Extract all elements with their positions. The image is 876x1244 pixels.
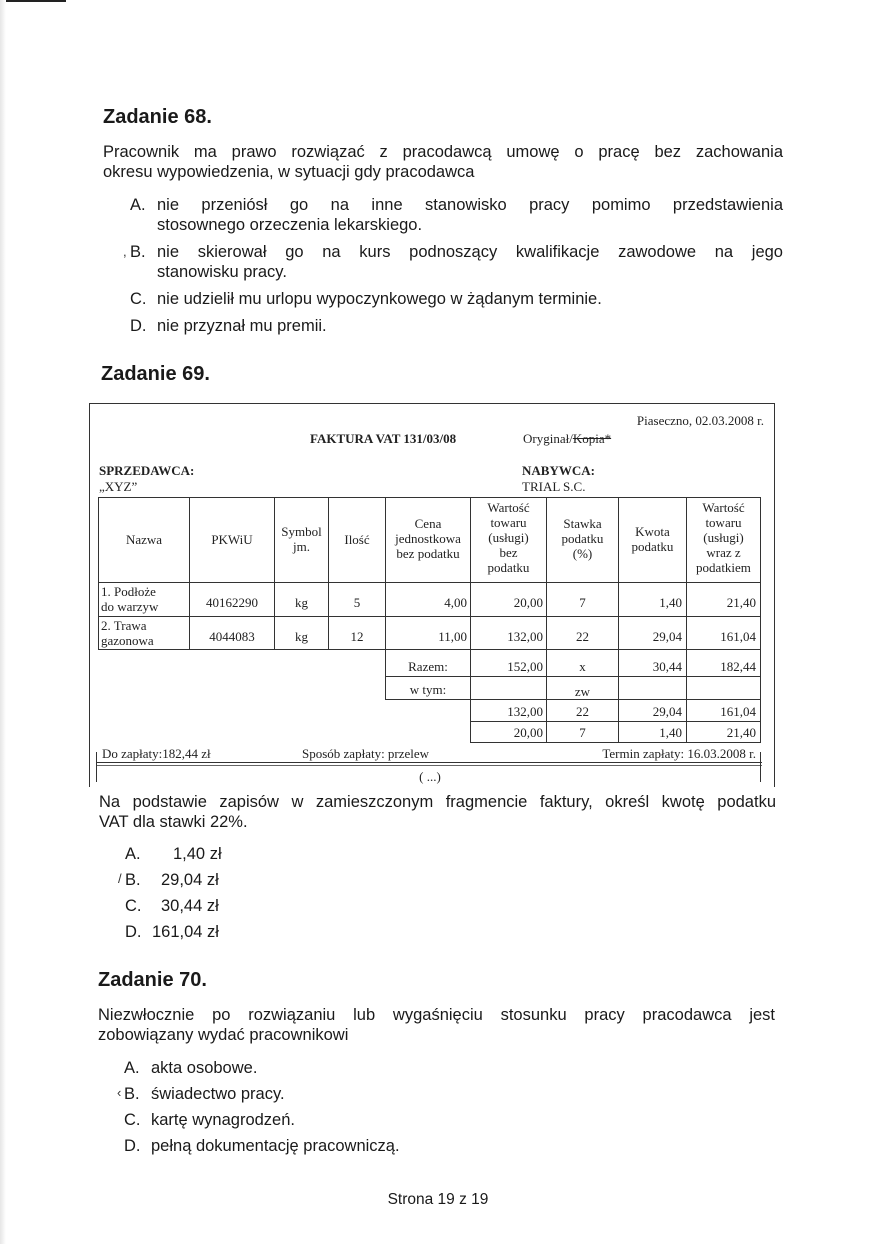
sub1-wartosc-z: 161,04	[720, 704, 756, 719]
col-header-kwota: Kwota podatku	[631, 524, 674, 554]
razem-kwota: 30,44	[652, 659, 682, 674]
q68-text-line1: Pracownik ma prawo rozwiązać z pracodawcą umowę o pracę bez zachowania	[103, 143, 783, 161]
invoice-place-date: Piaseczno, 02.03.2008 r.	[636, 413, 764, 428]
row2-wartosc-bez: 132,00	[507, 629, 543, 644]
scan-edge	[0, 0, 6, 1244]
q69-text-line2: VAT dla stawki 22%.	[99, 813, 248, 831]
q69-option-a-value: 1,40 zł	[173, 845, 222, 863]
q70-option-d-letter: D.	[124, 1137, 141, 1155]
row2-wartosc-z: 161,04	[720, 629, 756, 644]
col-header-wartosc-bez: Wartość towaru (usługi) bez podatku	[487, 500, 530, 575]
row2-stawka: 22	[576, 629, 589, 644]
row2-ilosc: 12	[350, 629, 364, 644]
q68-option-b-line2: stanowisku pracy.	[157, 263, 287, 281]
row1-pkwiu: 40162290	[206, 595, 258, 610]
row1-ilosc: 5	[353, 595, 361, 610]
col-header-nazwa: Nazwa	[125, 532, 163, 547]
q69-option-c-value: 30,44 zł	[161, 897, 219, 915]
row1-wartosc-z: 21,40	[726, 595, 756, 610]
q68-option-c-letter: C.	[130, 290, 147, 308]
q68-option-c-text: nie udzielił mu urlopu wypoczynkowego w żądanym terminie.	[157, 290, 602, 308]
answer-tick-mark: ,	[123, 244, 127, 259]
sub2-wartosc-bez: 20,00	[513, 725, 543, 740]
q69-option-c-letter: C.	[125, 897, 142, 915]
q70-option-a-letter: A.	[124, 1059, 140, 1077]
sub2-wartosc-z: 21,40	[726, 725, 756, 740]
invoice-title: FAKTURA VAT 131/03/08	[310, 431, 457, 446]
invoice	[89, 403, 775, 787]
q68-text-line2: okresu wypowiedzenia, w sytuacji gdy pracodawca	[103, 163, 475, 181]
row2-pkwiu: 4044083	[209, 629, 255, 644]
q68-option-a-letter: A.	[130, 196, 146, 214]
wtym-stawka: zw	[574, 684, 591, 699]
row1-stawka: 7	[579, 595, 586, 610]
row2-jm: kg	[295, 629, 308, 644]
q68-option-d-text: nie przyznał mu premii.	[157, 317, 327, 335]
answer-tick-mark: /	[118, 871, 122, 886]
q69-option-b-letter: B.	[125, 871, 141, 889]
buyer-name: TRIAL S.C.	[522, 479, 586, 494]
q70-option-c-letter: C.	[124, 1111, 141, 1129]
q70-text-line1: Niezwłocznie po rozwiązaniu lub wygaśnięciu stosunku pracy pracodawca jest	[98, 1006, 775, 1024]
q68-option-d-letter: D.	[130, 317, 147, 335]
q70-option-a-text: akta osobowe.	[151, 1059, 258, 1077]
top-rule	[0, 0, 66, 2]
sub1-kwota: 29,04	[652, 704, 682, 719]
sub1-wartosc-bez: 132,00	[507, 704, 543, 719]
invoice-original-copy	[523, 431, 611, 446]
q69-option-b-value: 29,04 zł	[161, 871, 219, 889]
q68-option-b-letter: B.	[130, 243, 146, 261]
razem-label: Razem:	[408, 659, 448, 674]
razem-wartosc-bez: 152,00	[507, 659, 543, 674]
q69-option-a-letter: A.	[125, 845, 141, 863]
buyer-label: NABYWCA:	[522, 463, 595, 478]
razem-stawka: x	[579, 659, 586, 674]
razem-wartosc-z: 182,44	[720, 659, 756, 674]
q70-option-b-letter: B.	[124, 1085, 140, 1103]
row1-kwota: 1,40	[659, 595, 682, 610]
q69-option-d-letter: D.	[125, 923, 142, 941]
row2-kwota: 29,04	[652, 629, 682, 644]
row1-nazwa: 1. Podłoże do warzyw	[101, 584, 159, 614]
row2-cena: 11,00	[438, 629, 467, 644]
q68-option-a-line2: stosownego orzeczenia lekarskiego.	[157, 216, 423, 234]
q70-text-line2: zobowiązany wydać pracownikowi	[98, 1026, 349, 1044]
do-zaplaty: Do zapłaty:182,44 zł	[102, 746, 211, 761]
q70-option-c-text: kartę wynagrodzeń.	[151, 1111, 295, 1129]
sub2-stawka: 7	[579, 725, 586, 740]
invoice-copy-struck: Kopia*	[572, 431, 612, 446]
q68-option-a-line1: nie przeniósł go na inne stanowisko pracy pomimo przedstawienia	[157, 196, 783, 214]
q68-option-b-line1: nie skierował go na kurs podnoszący kwalifikacje zawodowe na jego	[157, 243, 783, 261]
col-header-symbol: Symbol jm.	[281, 524, 322, 554]
termin-zaplaty: Termin zapłaty: 16.03.2008 r.	[602, 746, 756, 761]
col-header-ilosc: Ilość	[344, 532, 370, 547]
row1-cena: 4,00	[444, 595, 467, 610]
sub2-kwota: 1,40	[659, 725, 682, 740]
col-header-pkwiu: PKWiU	[211, 532, 253, 547]
answer-tick-mark: ‹	[117, 1085, 122, 1100]
wtym-label: w tym:	[409, 682, 447, 697]
q68-title: Zadanie 68.	[103, 106, 212, 128]
q69-title: Zadanie 69.	[101, 363, 210, 385]
seller-name: „XYZ”	[99, 479, 138, 494]
q70-option-d-text: pełną dokumentację pracowniczą.	[151, 1137, 400, 1155]
col-header-wartosc-z: Wartość towaru (usługi) wraz z podatkiem	[696, 500, 751, 575]
row1-jm: kg	[295, 595, 308, 610]
col-header-cena: Cena jednostkowa bez podatku	[395, 516, 461, 561]
invoice-ellipsis: ( ...)	[419, 769, 441, 784]
q70-title: Zadanie 70.	[98, 969, 207, 991]
sposob-zaplaty: Sposób zapłaty: przelew	[302, 746, 430, 761]
seller-label: SPRZEDAWCA:	[99, 463, 195, 478]
row1-wartosc-bez: 20,00	[513, 595, 543, 610]
col-header-stawka: Stawka podatku (%)	[561, 516, 604, 561]
q70-option-b-text: świadectwo pracy.	[151, 1085, 285, 1103]
sub1-stawka: 22	[576, 704, 589, 719]
row2-nazwa: 2. Trawa gazonowa	[101, 618, 154, 648]
q69-text-line1: Na podstawie zapisów w zamieszczonym fragmencie faktury, określ kwotę podatku	[99, 793, 776, 811]
invoice-original: Oryginał/	[523, 431, 573, 446]
q69-option-d-value: 161,04 zł	[152, 923, 219, 941]
page-number: Strona 19 z 19	[387, 1191, 489, 1208]
